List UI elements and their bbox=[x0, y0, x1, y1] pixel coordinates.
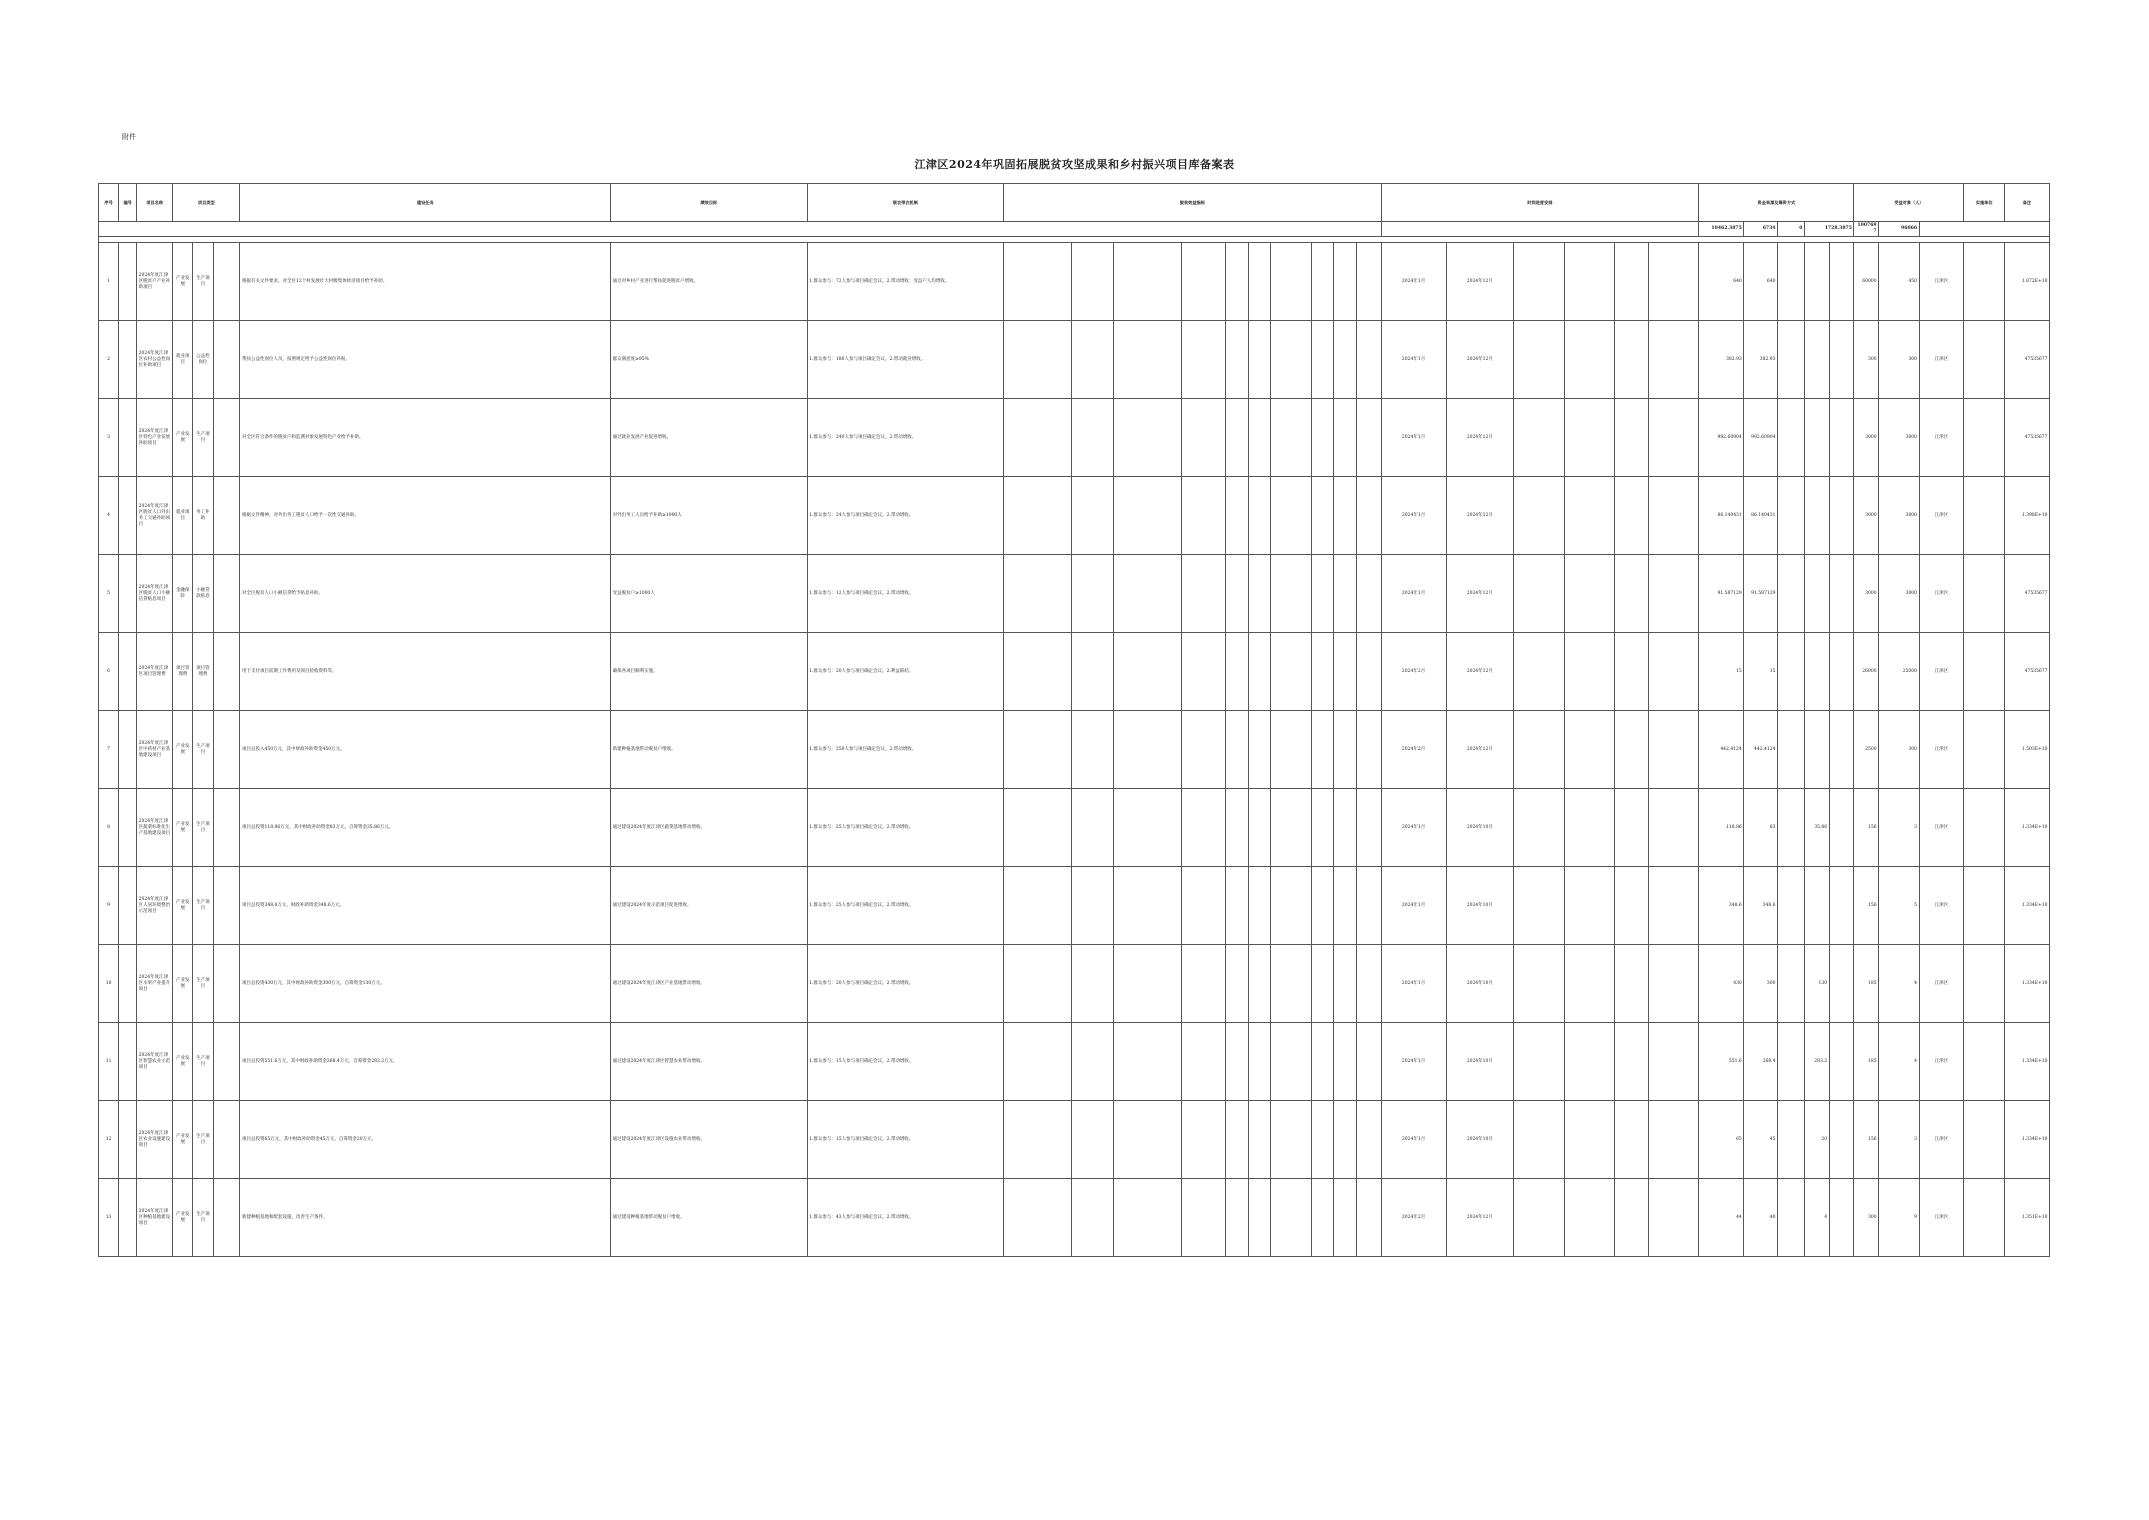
row-start: 2024年2月 bbox=[1381, 711, 1446, 789]
table-row bbox=[99, 243, 2050, 321]
row-name: 2024年度江津区种植基地建设项目 bbox=[137, 1179, 173, 1257]
row-mechanism: 1.群众参与：180人参与项目确定会议。2.带动就业增收。 bbox=[807, 321, 1004, 399]
row-mechanism: 1.群众参与：43人参与项目确定会议。2.带动增收。 bbox=[807, 1179, 1004, 1257]
row-seq: 3 bbox=[99, 399, 119, 477]
row-end: 2024年10月 bbox=[1446, 789, 1513, 867]
row-benefit2: 3 bbox=[1879, 789, 1919, 867]
row-subtype: 生产项目 bbox=[193, 243, 213, 321]
row-subtype: 项目管理费 bbox=[193, 633, 213, 711]
row-central: 300 bbox=[1744, 945, 1778, 1023]
row-goal: 通过就业发展产业促进增收。 bbox=[611, 399, 808, 477]
total-self: 1728.3875 bbox=[1804, 222, 1853, 237]
row-name: 2024年度江津区项目管理费 bbox=[137, 633, 173, 711]
row-content: 新建种植基地和配套设施，改善生产条件。 bbox=[240, 1179, 611, 1257]
row-content: 根据有关文件要求，对全区12个村发展壮大村级集体经济项目给予补助。 bbox=[240, 243, 611, 321]
row-type: 产业发展 bbox=[173, 789, 193, 867]
row-total: 118.86 bbox=[1699, 789, 1744, 867]
row-central: 348.6 bbox=[1744, 867, 1778, 945]
row-self bbox=[1804, 555, 1829, 633]
row-name: 2024年度江津区智慧农业示范项目 bbox=[137, 1023, 173, 1101]
row-start: 2024年2月 bbox=[1381, 1179, 1446, 1257]
row-impl: 江津区 bbox=[1919, 1179, 1964, 1257]
table-row bbox=[99, 1179, 2050, 1257]
row-central: 640 bbox=[1744, 243, 1778, 321]
row-benefit1: 156 bbox=[1854, 1101, 1879, 1179]
row-goal: 通过建设2024年度江津区设施农业带动增收。 bbox=[611, 1101, 808, 1179]
table-row bbox=[99, 633, 2050, 711]
row-goal: 群众满意度≥95% bbox=[611, 321, 808, 399]
row-total: 44 bbox=[1699, 1179, 1744, 1257]
row-central: 442.4124 bbox=[1744, 711, 1778, 789]
header-name: 项目名称 bbox=[137, 184, 173, 222]
row-mechanism: 1.群众参与：24人参与项目确定会议。2.带动增收。 bbox=[807, 477, 1004, 555]
header-category: 项目类型 bbox=[173, 184, 240, 222]
row-type: 项目管理费 bbox=[173, 633, 193, 711]
row-benefit2: 300 bbox=[1879, 711, 1919, 789]
row-type: 就业项目 bbox=[173, 321, 193, 399]
row-start: 2024年1月 bbox=[1381, 555, 1446, 633]
row-end: 2024年10月 bbox=[1446, 1101, 1513, 1179]
row-type: 产业发展 bbox=[173, 711, 193, 789]
row-impl: 江津区 bbox=[1919, 1023, 1964, 1101]
row-content: 帮扶公益性岗位人员，按照规定给予公益性岗位补贴。 bbox=[240, 321, 611, 399]
row-content: 项目总投入450万元，其中财政补助资金450万元。 bbox=[240, 711, 611, 789]
total-benefit2: 96066 bbox=[1879, 222, 1919, 237]
row-self: 130 bbox=[1804, 945, 1829, 1023]
row-central: 992.60904 bbox=[1744, 399, 1778, 477]
row-content: 项目总投资430万元，其中财政补助资金300万元，自筹资金130万元。 bbox=[240, 945, 611, 1023]
row-type: 产业发展 bbox=[173, 399, 193, 477]
totals-row bbox=[99, 222, 2050, 237]
row-type: 产业发展 bbox=[173, 1023, 193, 1101]
row-benefit2: 9 bbox=[1879, 1179, 1919, 1257]
row-start: 2024年1月 bbox=[1381, 477, 1446, 555]
row-code: 1.334E+10 bbox=[2004, 945, 2049, 1023]
row-benefit2: 3 bbox=[1879, 1101, 1919, 1179]
row-total: 640 bbox=[1699, 243, 1744, 321]
row-benefit2: 4 bbox=[1879, 1023, 1919, 1101]
row-subtype: 小额贷款贴息 bbox=[193, 555, 213, 633]
row-code: 1.334E+10 bbox=[2004, 1023, 2049, 1101]
row-impl: 江津区 bbox=[1919, 399, 1964, 477]
row-self bbox=[1804, 243, 1829, 321]
total-amount: 10462.3875 bbox=[1699, 222, 1744, 237]
row-seq: 11 bbox=[99, 1023, 119, 1101]
row-end: 2024年12月 bbox=[1446, 711, 1513, 789]
row-seq: 5 bbox=[99, 555, 119, 633]
row-goal: 通过建设2024年度江津区蔬菜基地带动增收。 bbox=[611, 789, 808, 867]
row-central: 91.587129 bbox=[1744, 555, 1778, 633]
row-seq: 12 bbox=[99, 1101, 119, 1179]
table-row bbox=[99, 1023, 2050, 1101]
row-content: 根据文件精神，对外出务工脱贫人口给予一次性交通补助。 bbox=[240, 477, 611, 555]
row-impl: 江津区 bbox=[1919, 477, 1964, 555]
header-seq: 序号 bbox=[99, 184, 119, 222]
row-name: 2024年度江津区农村公益性岗位补助项目 bbox=[137, 321, 173, 399]
row-total: 65 bbox=[1699, 1101, 1744, 1179]
row-goal: 通过建设种植基地带动脱贫户增收。 bbox=[611, 1179, 808, 1257]
row-name: 2024年度江津区农业设施建设项目 bbox=[137, 1101, 173, 1179]
row-start: 2024年1月 bbox=[1381, 321, 1446, 399]
row-self bbox=[1804, 867, 1829, 945]
row-total: 91.587129 bbox=[1699, 555, 1744, 633]
table-row bbox=[99, 399, 2050, 477]
row-benefit1: 60000 bbox=[1854, 243, 1879, 321]
header-benefit: 脱贫效益指标 bbox=[1004, 184, 1381, 222]
row-type: 产业发展 bbox=[173, 945, 193, 1023]
row-start: 2024年1月 bbox=[1381, 867, 1446, 945]
row-code: 47535677 bbox=[2004, 321, 2049, 399]
row-name: 2024年度江津区脱贫人口外出务工交通补助项目 bbox=[137, 477, 173, 555]
table-row bbox=[99, 1101, 2050, 1179]
row-type: 产业发展 bbox=[173, 1179, 193, 1257]
row-central: 45 bbox=[1744, 1101, 1778, 1179]
row-mechanism: 1.群众参与：25人参与项目确定会议。2.带动增收。 bbox=[807, 789, 1004, 867]
row-self: 35.86 bbox=[1804, 789, 1829, 867]
row-code: 1.503E+10 bbox=[2004, 711, 2049, 789]
row-type: 产业发展 bbox=[173, 867, 193, 945]
table-row bbox=[99, 711, 2050, 789]
row-benefit2: 25000 bbox=[1879, 633, 1919, 711]
attachment-label: 附件 bbox=[122, 133, 136, 141]
row-mechanism: 1.群众参与：20人参与项目确定会议。2.带动增收。 bbox=[807, 945, 1004, 1023]
row-end: 2024年12月 bbox=[1446, 477, 1513, 555]
total-other: 0 bbox=[1777, 222, 1804, 237]
row-benefit1: 156 bbox=[1854, 867, 1879, 945]
row-goal: 通过建设2024年度江津区产业基地带动增收。 bbox=[611, 945, 808, 1023]
row-content: 对全区符合条件的脱贫户和监测对象发展特色产业给予补助。 bbox=[240, 399, 611, 477]
row-subtype: 生产项目 bbox=[193, 711, 213, 789]
row-seq: 6 bbox=[99, 633, 119, 711]
row-content: 项目总投资118.86万元，其中财政补助资金83万元，自筹资金35.86万元。 bbox=[240, 789, 611, 867]
row-benefit1: 300 bbox=[1854, 1179, 1879, 1257]
row-goal: 新建种植基地带动脱贫户增收。 bbox=[611, 711, 808, 789]
row-total: 348.6 bbox=[1699, 867, 1744, 945]
header-beneficiary: 受益对象（人） bbox=[1854, 184, 1964, 222]
row-end: 2024年12月 bbox=[1446, 555, 1513, 633]
row-benefit2: 300 bbox=[1879, 321, 1919, 399]
row-goal: 确保各项目顺利实施。 bbox=[611, 633, 808, 711]
row-impl: 江津区 bbox=[1919, 1101, 1964, 1179]
row-end: 2024年12月 bbox=[1446, 243, 1513, 321]
row-benefit1: 3000 bbox=[1854, 555, 1879, 633]
row-benefit1: 3000 bbox=[1854, 477, 1879, 555]
row-goal: 对外出务工人员给予补助≥1000人 bbox=[611, 477, 808, 555]
row-start: 2024年1月 bbox=[1381, 1023, 1446, 1101]
row-impl: 江津区 bbox=[1919, 321, 1964, 399]
row-benefit1: 185 bbox=[1854, 945, 1879, 1023]
row-self bbox=[1804, 711, 1829, 789]
row-content: 用于支付项目前期工作费用及项目验收资料等。 bbox=[240, 633, 611, 711]
row-mechanism: 1.群众参与：12人参与项目确定会议。2.带动增收。 bbox=[807, 555, 1004, 633]
table-row bbox=[99, 321, 2050, 399]
row-name: 2024年度江津区脱贫人口小额信贷贴息项目 bbox=[137, 555, 173, 633]
row-benefit1: 300 bbox=[1854, 321, 1879, 399]
row-benefit1: 156 bbox=[1854, 789, 1879, 867]
row-goal: 通过对乡村产业进行帮扶促进脱贫户增收。 bbox=[611, 243, 808, 321]
row-mechanism: 1.群众参与：250人参与项目确定会议。2.带动增收。 bbox=[807, 711, 1004, 789]
row-code: 1.351E+10 bbox=[2004, 1179, 2049, 1257]
row-start: 2024年1月 bbox=[1381, 243, 1446, 321]
row-code: 1.334E+10 bbox=[2004, 1101, 2049, 1179]
row-central: 83 bbox=[1744, 789, 1778, 867]
row-seq: 10 bbox=[99, 945, 119, 1023]
row-goal: 通过建设2024年度江津区智慧农业带动增收。 bbox=[611, 1023, 808, 1101]
header-mechanism: 联农带农机制 bbox=[807, 184, 1004, 222]
row-end: 2024年12月 bbox=[1446, 633, 1513, 711]
row-benefit1: 26000 bbox=[1854, 633, 1879, 711]
row-impl: 江津区 bbox=[1919, 633, 1964, 711]
row-start: 2024年2月 bbox=[1381, 633, 1446, 711]
header-goal: 绩效目标 bbox=[611, 184, 808, 222]
row-start: 2024年1月 bbox=[1381, 945, 1446, 1023]
table-row bbox=[99, 867, 2050, 945]
row-mechanism: 1.群众参与：72人参与项目确定会议。2.带动增收：受益户人均增收。 bbox=[807, 243, 1004, 321]
row-subtype: 生产项目 bbox=[193, 1023, 213, 1101]
row-benefit2: 4 bbox=[1879, 945, 1919, 1023]
row-self bbox=[1804, 477, 1829, 555]
row-mechanism: 1.群众参与：25人参与项目确定会议。2.带动增收。 bbox=[807, 867, 1004, 945]
row-self: 20 bbox=[1804, 1101, 1829, 1179]
total-benefit1: 1007697 bbox=[1854, 222, 1879, 237]
row-seq: 1 bbox=[99, 243, 119, 321]
header-content: 建设任务 bbox=[240, 184, 611, 222]
row-central: 382.93 bbox=[1744, 321, 1778, 399]
row-content: 项目总投资551.6万元，其中财政补助资金268.4万元，自筹资金283.2万元。 bbox=[240, 1023, 611, 1101]
row-type: 产业发展 bbox=[173, 243, 193, 321]
row-benefit2: 450 bbox=[1879, 243, 1919, 321]
row-start: 2024年1月 bbox=[1381, 399, 1446, 477]
row-total: 86.140431 bbox=[1699, 477, 1744, 555]
row-total: 442.4124 bbox=[1699, 711, 1744, 789]
row-benefit1: 185 bbox=[1854, 1023, 1879, 1101]
table-row bbox=[99, 477, 2050, 555]
row-benefit1: 2500 bbox=[1854, 711, 1879, 789]
row-code: 1.872E+10 bbox=[2004, 243, 2049, 321]
row-end: 2024年12月 bbox=[1446, 399, 1513, 477]
row-start: 2024年1月 bbox=[1381, 1101, 1446, 1179]
row-code: 1.334E+10 bbox=[2004, 789, 2049, 867]
row-name: 2024年度江津区人居环境整治示范项目 bbox=[137, 867, 173, 945]
header-impl: 实施单位 bbox=[1964, 184, 2004, 222]
row-total: 430 bbox=[1699, 945, 1744, 1023]
row-self bbox=[1804, 321, 1829, 399]
row-name: 2024年度江津区水果产业提升项目 bbox=[137, 945, 173, 1023]
row-name: 2024年度江津区脱贫户产业补助项目 bbox=[137, 243, 173, 321]
row-content: 对全区脱贫人口小额信贷给予贴息补助。 bbox=[240, 555, 611, 633]
table-row bbox=[99, 789, 2050, 867]
row-benefit2: 3000 bbox=[1879, 477, 1919, 555]
row-goal: 受益脱贫户≥1000人 bbox=[611, 555, 808, 633]
row-code: 1.398E+10 bbox=[2004, 477, 2049, 555]
row-end: 2024年12月 bbox=[1446, 1179, 1513, 1257]
row-total: 382.93 bbox=[1699, 321, 1744, 399]
row-impl: 江津区 bbox=[1919, 789, 1964, 867]
row-subtype: 生产项目 bbox=[193, 1101, 213, 1179]
row-benefit2: 3000 bbox=[1879, 399, 1919, 477]
row-impl: 江津区 bbox=[1919, 945, 1964, 1023]
row-seq: 13 bbox=[99, 1179, 119, 1257]
row-mechanism: 1.群众参与：240人参与项目确定会议。2.带动增收。 bbox=[807, 399, 1004, 477]
row-total: 15 bbox=[1699, 633, 1744, 711]
row-benefit1: 3000 bbox=[1854, 399, 1879, 477]
row-code: 47535677 bbox=[2004, 633, 2049, 711]
project-table bbox=[98, 183, 2050, 1257]
row-subtype: 生产项目 bbox=[193, 399, 213, 477]
row-end: 2024年10月 bbox=[1446, 945, 1513, 1023]
row-goal: 通过建设2024年度示范项目促进增收。 bbox=[611, 867, 808, 945]
row-benefit2: 5 bbox=[1879, 867, 1919, 945]
row-total: 992.60904 bbox=[1699, 399, 1744, 477]
row-mechanism: 1.群众参与：20人参与项目确定会议。2.利益联结。 bbox=[807, 633, 1004, 711]
row-self: 283.2 bbox=[1804, 1023, 1829, 1101]
row-total: 551.6 bbox=[1699, 1023, 1744, 1101]
row-subtype: 务工补助 bbox=[193, 477, 213, 555]
row-subtype: 生产项目 bbox=[193, 945, 213, 1023]
page-title: 江津区2024年巩固拓展脱贫攻坚成果和乡村振兴项目库备案表 bbox=[914, 158, 1235, 171]
row-self bbox=[1804, 399, 1829, 477]
row-name: 2024年度江津区蔬菜标准化生产基地建设项目 bbox=[137, 789, 173, 867]
row-self: 4 bbox=[1804, 1179, 1829, 1257]
table-row bbox=[99, 555, 2050, 633]
row-seq: 7 bbox=[99, 711, 119, 789]
header-remark: 备注 bbox=[2004, 184, 2049, 222]
total-central: 6734 bbox=[1744, 222, 1778, 237]
header-code: 编号 bbox=[119, 184, 137, 222]
row-code: 1.334E+10 bbox=[2004, 867, 2049, 945]
row-central: 86.140431 bbox=[1744, 477, 1778, 555]
row-start: 2024年1月 bbox=[1381, 789, 1446, 867]
row-impl: 江津区 bbox=[1919, 555, 1964, 633]
row-content: 项目总投资348.6万元，财政补助资金348.6万元。 bbox=[240, 867, 611, 945]
row-name: 2024年度江津区中药材产业基地建设项目 bbox=[137, 711, 173, 789]
row-subtype: 生产项目 bbox=[193, 867, 213, 945]
row-seq: 9 bbox=[99, 867, 119, 945]
header-fund: 资金来源及筹资方式 bbox=[1699, 184, 1854, 222]
row-seq: 2 bbox=[99, 321, 119, 399]
row-central: 40 bbox=[1744, 1179, 1778, 1257]
row-end: 2024年10月 bbox=[1446, 867, 1513, 945]
row-name: 2024年度江津区特色产业发展补助项目 bbox=[137, 399, 173, 477]
row-content: 项目总投资65万元，其中财政补助资金45万元，自筹资金20万元。 bbox=[240, 1101, 611, 1179]
row-central: 268.4 bbox=[1744, 1023, 1778, 1101]
row-impl: 江津区 bbox=[1919, 243, 1964, 321]
header-time: 时间进度安排 bbox=[1381, 184, 1699, 222]
row-mechanism: 1.群众参与：15人参与项目确定会议。2.带动增收。 bbox=[807, 1023, 1004, 1101]
row-impl: 江津区 bbox=[1919, 867, 1964, 945]
row-seq: 8 bbox=[99, 789, 119, 867]
row-seq: 4 bbox=[99, 477, 119, 555]
row-subtype: 公益性岗位 bbox=[193, 321, 213, 399]
row-benefit2: 3000 bbox=[1879, 555, 1919, 633]
row-central: 15 bbox=[1744, 633, 1778, 711]
row-mechanism: 1.群众参与：15人参与项目确定会议。2.带动增收。 bbox=[807, 1101, 1004, 1179]
row-type: 金融保险 bbox=[173, 555, 193, 633]
table-row bbox=[99, 945, 2050, 1023]
row-code: 47535677 bbox=[2004, 399, 2049, 477]
row-subtype: 生产项目 bbox=[193, 1179, 213, 1257]
row-end: 2024年10月 bbox=[1446, 1023, 1513, 1101]
row-end: 2024年12月 bbox=[1446, 321, 1513, 399]
row-type: 就业项目 bbox=[173, 477, 193, 555]
row-self bbox=[1804, 633, 1829, 711]
row-type: 产业发展 bbox=[173, 1101, 193, 1179]
row-code: 47535677 bbox=[2004, 555, 2049, 633]
row-impl: 江津区 bbox=[1919, 711, 1964, 789]
header-row bbox=[99, 184, 2050, 222]
row-subtype: 生产项目 bbox=[193, 789, 213, 867]
